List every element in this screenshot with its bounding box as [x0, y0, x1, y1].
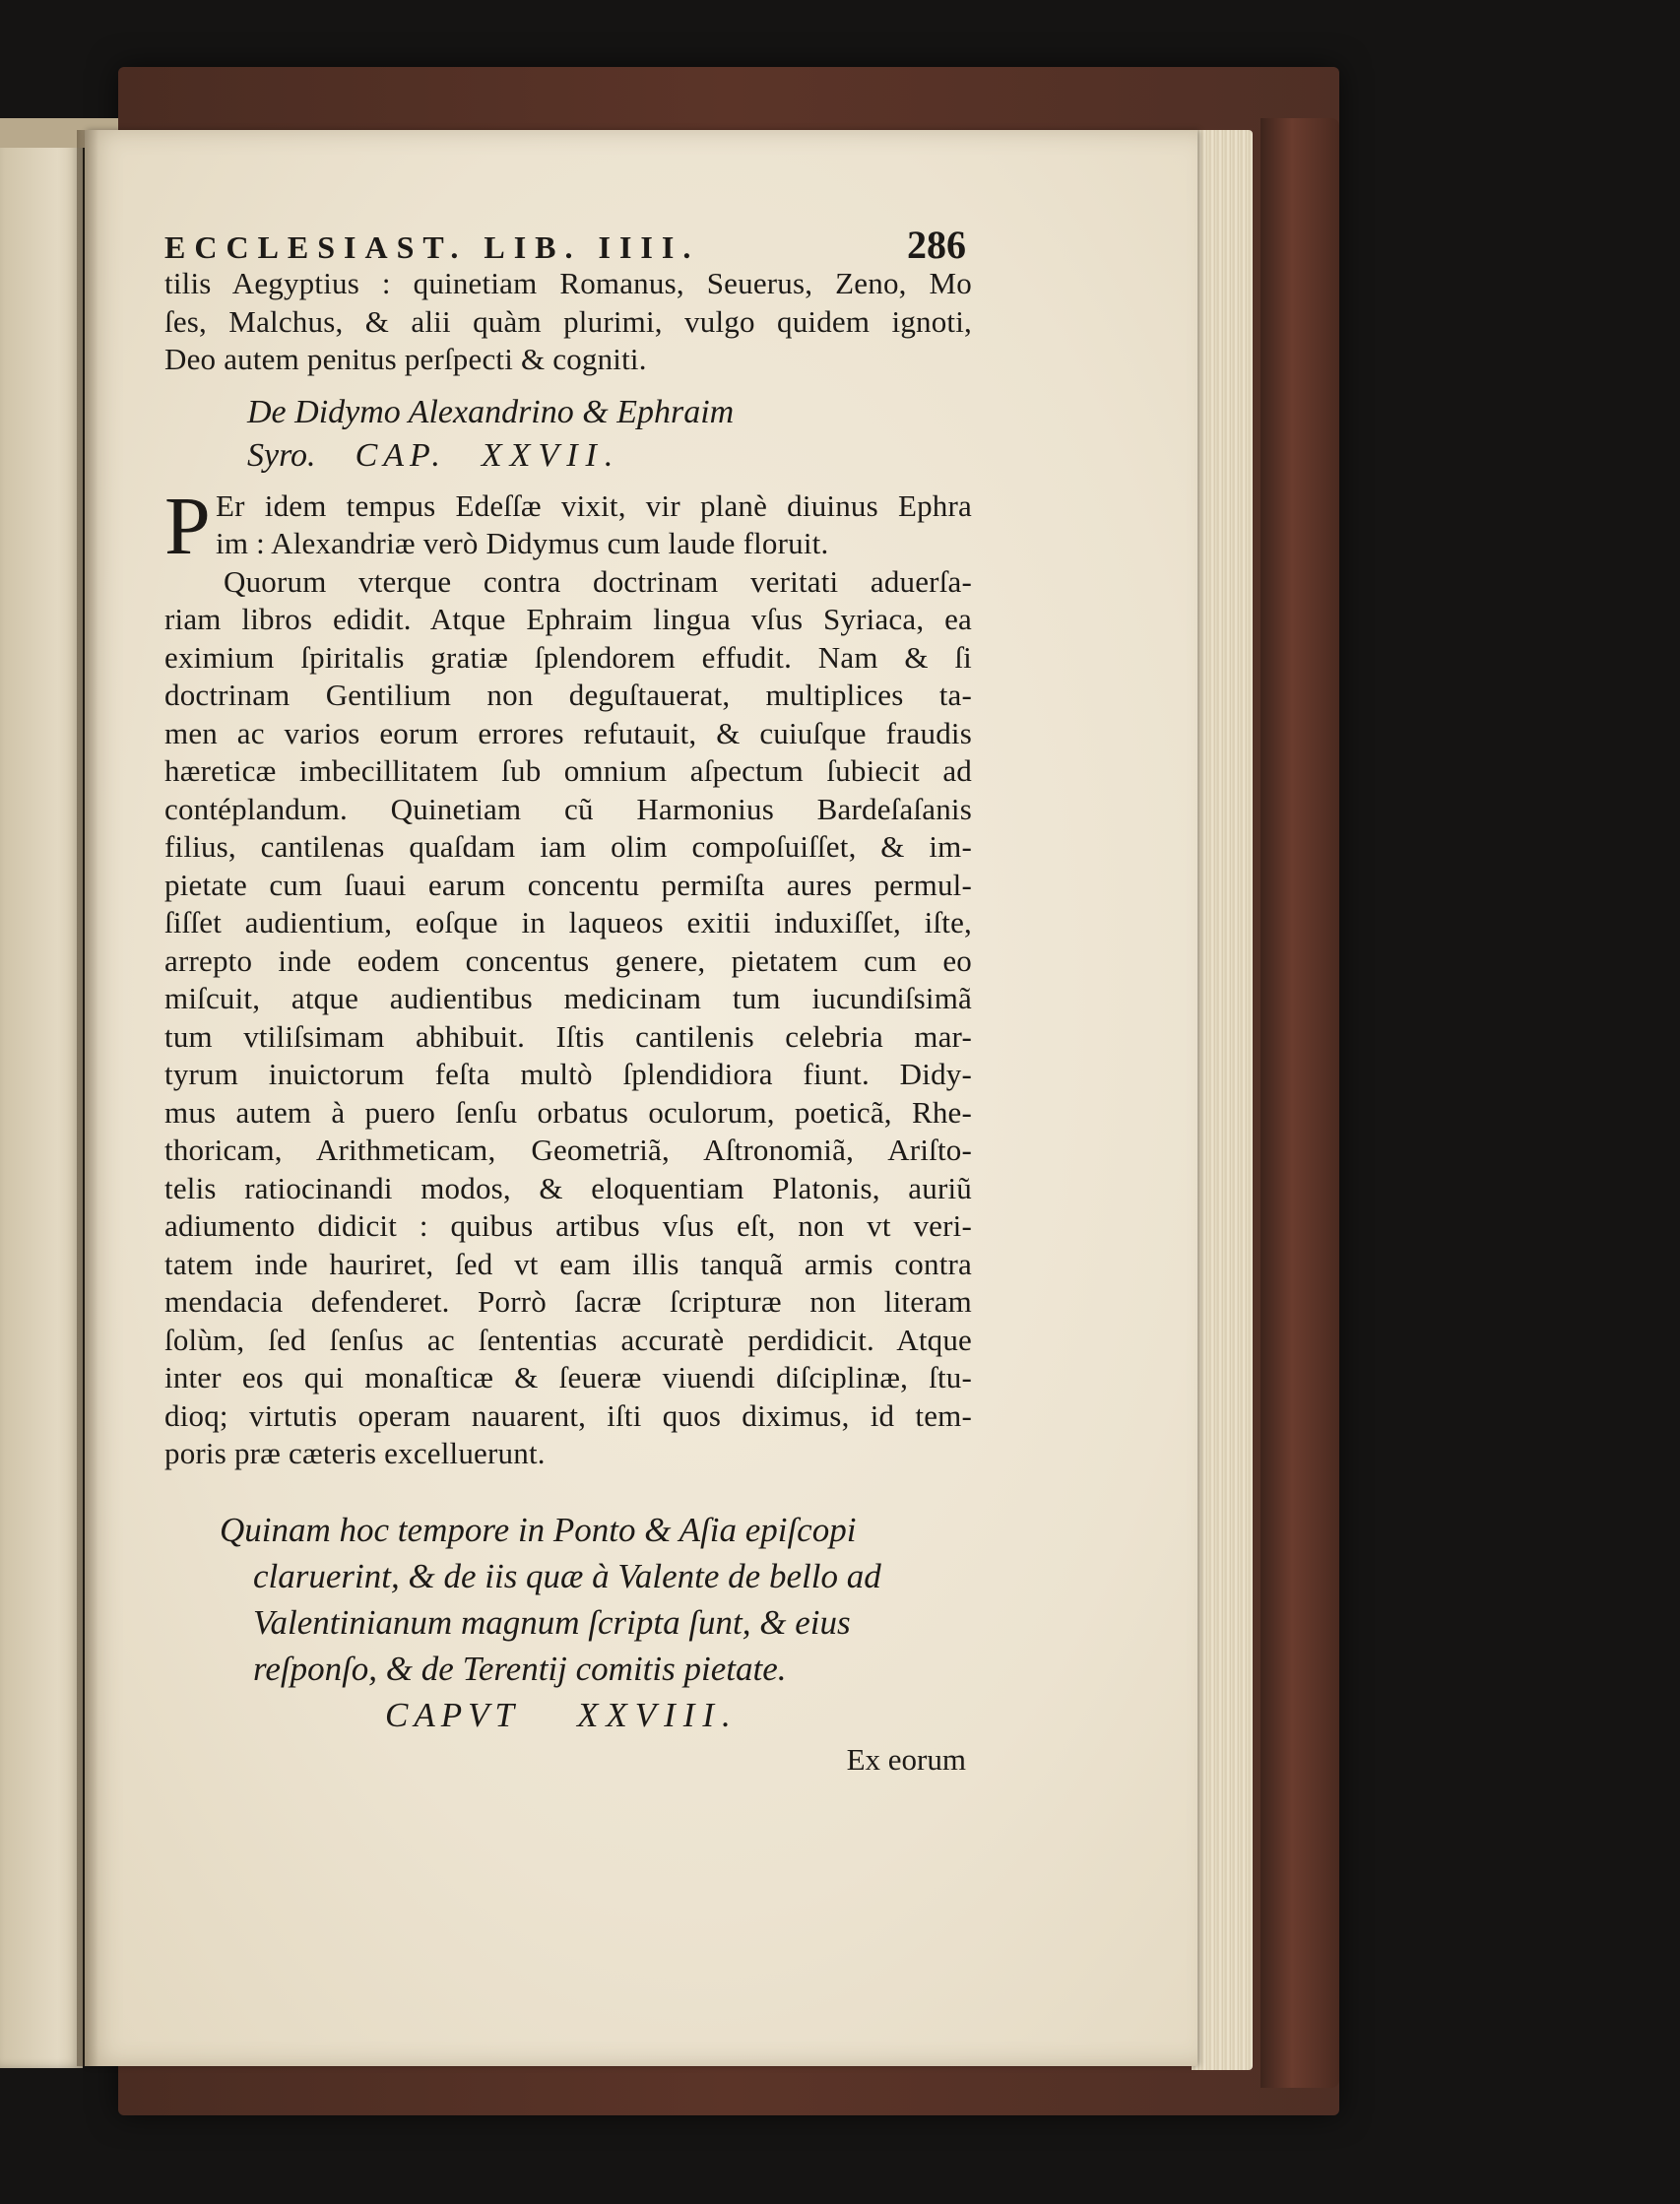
text-line: tum vtiliſsimam abhibuit. Iſtis cantilenis celebria mar-	[164, 1018, 972, 1054]
paragraph-body	[164, 563, 972, 1473]
top-lines	[164, 265, 972, 379]
text-line: men ac varios eorum errores refutauit, & cuiuſque fraudis	[164, 715, 972, 750]
text-line: ſiſſet audientium, eoſque in laqueos exitii induxiſſet, iſte,	[164, 905, 972, 940]
text-line: pietate cum ſuaui earum concentu permiſta aures permul-	[164, 867, 972, 902]
text-line: Er idem tempus Edeſſæ vixit, vir planè diuinus Ephra	[216, 487, 972, 523]
page-stack-edges	[1192, 130, 1253, 2070]
chapter-cap-label: CAP.	[355, 436, 446, 474]
text-line: contéplandum. Quinetiam cũ Harmonius Bardeſaſanis	[164, 791, 972, 826]
chapter-number: XXVII.	[481, 436, 621, 474]
book-cover-edge	[1260, 118, 1339, 2088]
text-line: arrepto inde eodem concentus genere, pietatem cum eo	[164, 942, 972, 978]
text-line: miſcuit, atque audientibus medicinam tum iucundiſsimã	[164, 981, 972, 1015]
chapter-28-heading	[164, 1507, 972, 1738]
chapter-27-heading	[164, 391, 972, 478]
text-line: tilis Aegyptius : quinetiam Romanus, Seuerus, Zeno, Mo	[164, 266, 972, 300]
chapter-heading-line	[247, 434, 972, 478]
text-line: eximium ſpiritalis gratiæ ſplendorem effudit. Nam & ſi	[164, 639, 972, 675]
left-page-edge	[0, 138, 83, 2068]
text-line: adiumento didicit : quibus artibus vſus eſt, non vt veri-	[164, 1208, 972, 1243]
text-line: poris præ cæteris excelluerunt.	[164, 1436, 546, 1470]
text-line: thoricam, Arithmeticam, Geometriã, Aſtronomiã, Ariſto-	[164, 1133, 972, 1167]
chapter-number: XXVIII.	[576, 1695, 739, 1734]
running-head-title: ECCLESIAST. LIB. IIII.	[164, 229, 700, 265]
text-line: doctrinam Gentilium non deguſtauerat, multiplices ta-	[164, 678, 972, 712]
catchword: Ex eorum	[846, 1741, 966, 1777]
page-text-block	[164, 222, 972, 1778]
chapter-heading-line: reſponſo, & de Terentij comitis pietate.	[253, 1649, 787, 1688]
text-line: ſes, Malchus, & alii quàm plurimi, vulgo quidem ignoti,	[164, 303, 972, 339]
text-line: mendacia defenderet. Porrò ſacræ ſcripturæ non literam	[164, 1284, 972, 1319]
text-line: filius, cantilenas quaſdam iam olim compoſuiſſet, & im-	[164, 829, 972, 864]
gutter-shadow	[77, 130, 98, 2066]
text-line: telis ratiocinandi modos, & eloquentiam Platonis, auriũ	[164, 1170, 972, 1205]
text-line: Deo autem penitus perſpecti & cogniti.	[164, 342, 647, 376]
chapter-heading-line: Quinam hoc tempore in Ponto & Aſia epiſcopi	[220, 1510, 857, 1549]
chapter-heading-line: Valentinianum magnum ſcripta ſunt, & eius	[253, 1602, 851, 1642]
chapter-heading-line	[385, 1692, 972, 1738]
text-line: riam libros edidit. Atque Ephraim lingua vſus Syriaca, ea	[164, 602, 972, 636]
text-line: dioq; virtutis operam nauarent, iſti quos diximus, id tem-	[164, 1397, 972, 1433]
text-line: Quorum vterque contra doctrinam veritati aduerſa-	[224, 563, 972, 599]
chapter-heading-line: De Didymo Alexandrino & Ephraim	[247, 393, 735, 430]
text-line: tyrum inuictorum feſta multò ſplendidiora fiunt. Didy-	[164, 1057, 972, 1091]
chapter-cap-label: CAPVT	[385, 1695, 520, 1734]
text-line: tatem inde hauriret, ſed vt eam illis tanquã armis contra	[164, 1246, 972, 1281]
drop-capital: P	[164, 480, 211, 572]
text-line: ſolùm, ſed ſenſus ac ſententias accuratè perdidicit. Atque	[164, 1322, 972, 1357]
text-line: hæreticæ imbecillitatem ſub omnium aſpectum ſubiecit ad	[164, 753, 972, 788]
chapter-heading-text: Syro.	[247, 436, 316, 474]
page-number: 286	[907, 223, 966, 267]
text-line: mus autem à puero ſenſu orbatus oculorum, poeticã, Rhe-	[164, 1094, 972, 1130]
text-line: im : Alexandriæ verò Didymus cum laude floruit.	[216, 526, 829, 560]
chapter-heading-line: claruerint, & de iis quæ à Valente de bello ad	[253, 1556, 881, 1595]
text-line: inter eos qui monaſticæ & ſeueræ viuendi diſciplinæ, ſtu-	[164, 1360, 972, 1394]
paragraph-opening	[164, 480, 972, 572]
running-head	[164, 222, 972, 265]
